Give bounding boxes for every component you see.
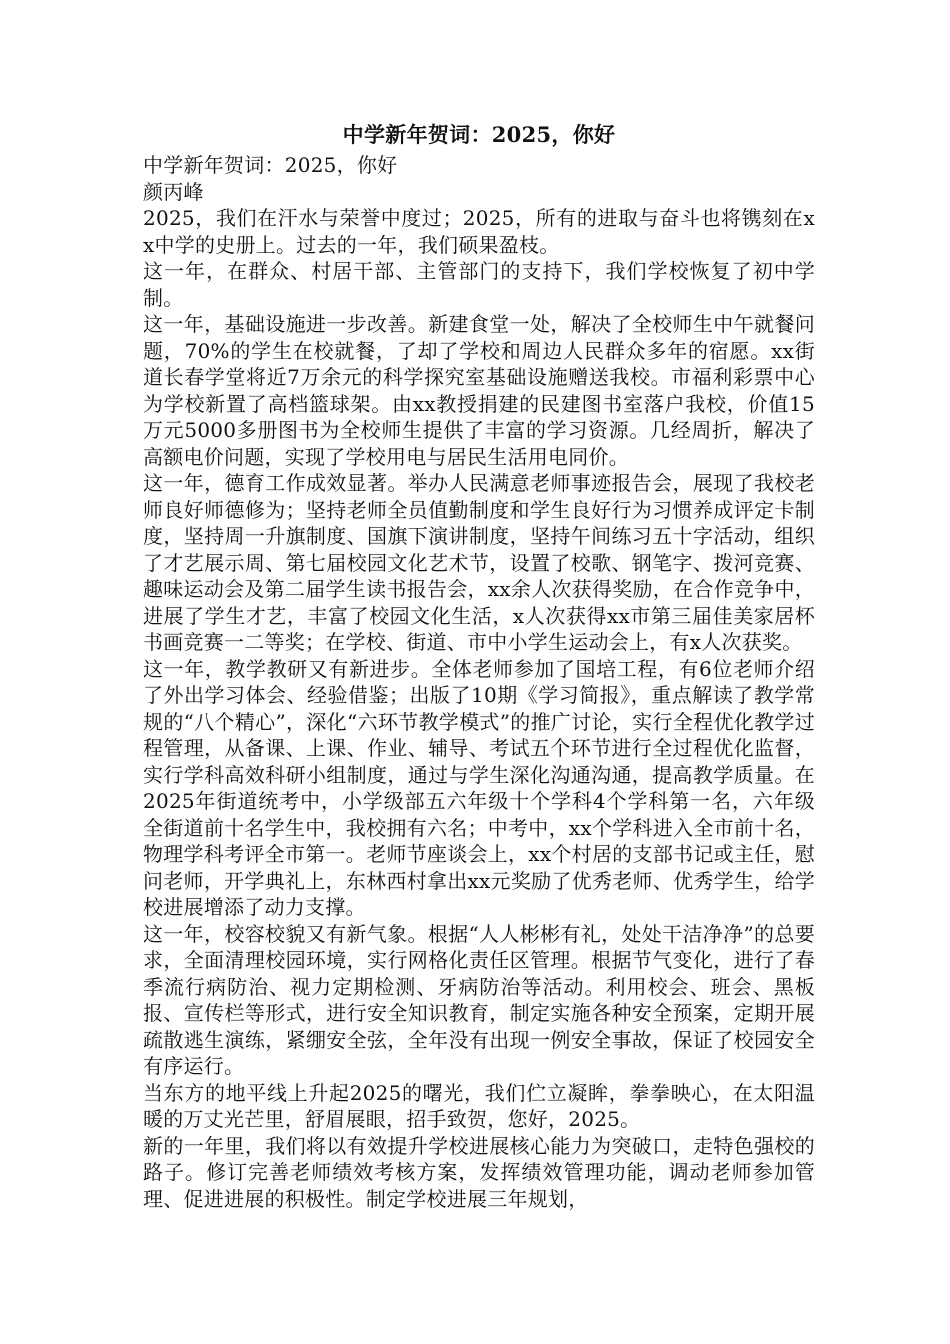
document-page — [143, 118, 815, 1212]
document-title: 中学新年贺词：2025，你好 — [342, 122, 616, 147]
body-paragraph: 这一年，基础设施进一步改善。新建食堂一处，解决了全校师生中午就餐问题，70%的学生在校就餐，了却了学校和周边人民群众多年的宿愿。xx街道长春学堂将近7万余元的科学探究室基础设施赠送我校。市福利彩票中心为学校新置了高档篮球架。由xx教授捐建的民建图书室落户我校，价值15万元5000多册图书为全校师生提供了丰富的学习资源。几经周折，解决了高额电价问题，实现了学校用电与居民生活用电同价。 — [143, 312, 815, 469]
body-paragraph: 当东方的地平线上升起2025的曙光，我们伫立凝眸，拳拳映心，在太阳温暖的万丈光芒里，舒眉展眼，招手致贺，您好，2025。 — [143, 1080, 815, 1131]
body-paragraph: 2025，我们在汗水与荣誉中度过；2025，所有的进取与奋斗也将镌刻在xx中学的史册上。过去的一年，我们硕果盈枝。 — [143, 206, 815, 257]
body-paragraph: 新的一年里，我们将以有效提升学校进展核心能力为突破口，走特色强校的路子。修订完善老师绩效考核方案，发挥绩效管理功能，调动老师参加管理、促进进展的积极性。制定学校进展三年规划， — [143, 1133, 815, 1211]
body-paragraph: 这一年，教学教研又有新进步。全体老师参加了国培工程，有6位老师介绍了外出学习体会、经验借鉴；出版了10期《学习简报》，重点解读了教学常规的“八个精心”，深化“六环节教学模式”的推广讨论，实行全程优化教学过程管理，从备课、上课、作业、辅导、考试五个环节进行全过程优化监督，实行学科高效科研小组制度，通过与学生深化沟通沟通，提高教学质量。在2025年街道统考中，小学级部五六年级十个学科4个学科第一名，六年级全街道前十名学生中，我校拥有六名；中考中，xx个学科进入全市前十名，物理学科考评全市第一。老师节座谈会上，xx个村居的支部书记或主任，慰问老师，开学典礼上，东林西村拿出xx元奖励了优秀老师、优秀学生，给学校进展增添了动力支撑。 — [143, 656, 815, 919]
body-paragraph: 这一年，校容校貌又有新气象。根据“人人彬彬有礼，处处干洁净净”的总要求，全面清理校园环境，实行网格化责任区管理。根据节气变化，进行了春季流行病防治、视力定期检测、牙病防治等活动。利用校会、班会、黑板报、宣传栏等形式，进行安全知识教育，制定实施各种安全预案，定期开展疏散逃生演练，紧绷安全弦，全年没有出现一例安全事故，保证了校园安全有序运行。 — [143, 921, 815, 1078]
author-name: 颜丙峰 — [143, 179, 204, 204]
subtitle-line: 中学新年贺词：2025，你好 — [143, 153, 398, 177]
body-paragraph: 这一年，德育工作成效显著。举办人民满意老师事迹报告会，展现了我校老师良好师德修为；坚持老师全员值勤制度和学生良好行为习惯养成评定卡制度，坚持周一升旗制度、国旗下演讲制度，坚持午间练习五十字活动，组织了才艺展示周、第七届校园文化艺术节，设置了校歌、钢笔字、拨河竞赛、趣味运动会及第二届学生读书报告会，xx余人次获得奖励，在合作竞争中，进展了学生才艺，丰富了校园文化生活，x人次获得xx市第三届佳美家居杯书画竞赛一二等奖；在学校、街道、市中小学生运动会上，有x人次获奖。 — [143, 471, 815, 654]
body-paragraph: 这一年，在群众、村居干部、主管部门的支持下，我们学校恢复了初中学制。 — [143, 259, 815, 310]
